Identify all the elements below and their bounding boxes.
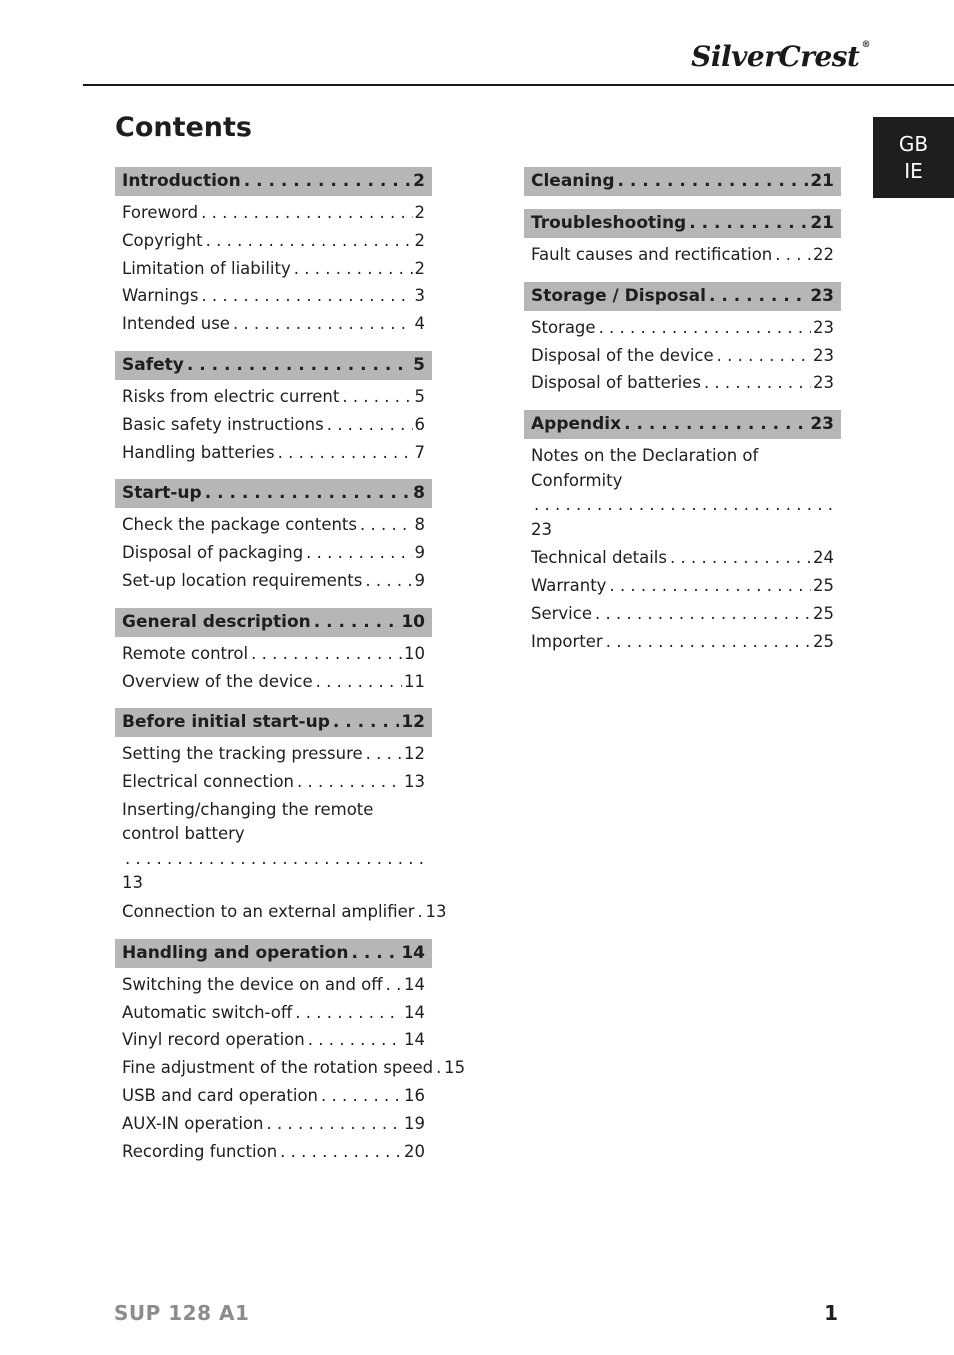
- section-title: General description: [122, 611, 311, 632]
- dot-leader: [314, 608, 400, 637]
- dot-leader: [233, 310, 413, 338]
- entry-page-number: 23: [813, 373, 834, 393]
- entry-title: Automatic switch-off: [122, 1002, 293, 1022]
- dot-leader: [251, 640, 402, 668]
- entry-title-continued: control battery: [122, 824, 245, 844]
- entry-page-number: 12: [404, 744, 425, 764]
- dot-leader: [321, 1082, 402, 1110]
- dot-leader: [294, 255, 413, 283]
- section-page-number: 10: [401, 611, 425, 632]
- toc-section: [524, 282, 841, 397]
- dot-leader: [278, 439, 413, 467]
- section-title: Appendix: [531, 414, 622, 435]
- entry-page-number: 23: [813, 317, 834, 337]
- toc-entry[interactable]: [115, 768, 432, 796]
- entry-page-number: 23: [813, 345, 834, 365]
- toc-entry[interactable]: [524, 314, 841, 342]
- dot-leader: [201, 282, 412, 310]
- section-heading[interactable]: [115, 608, 432, 637]
- dot-leader: [670, 544, 811, 572]
- section-heading[interactable]: [115, 351, 432, 380]
- dot-leader: [624, 410, 808, 439]
- entry-title: Remote control: [122, 643, 249, 663]
- entry-page-number: 4: [414, 314, 425, 334]
- toc-entry[interactable]: [115, 539, 432, 567]
- entry-title: Notes on the Declaration of: [531, 446, 759, 466]
- section-title: Introduction: [122, 171, 241, 191]
- entry-page-number: 11: [404, 671, 425, 691]
- entry-title: Switching the device on and off: [122, 974, 383, 994]
- dot-leader: [606, 628, 811, 656]
- entry-title: Fine adjustment of the rotation speed: [122, 1058, 434, 1078]
- entry-page-number: 14: [404, 1002, 425, 1022]
- toc-entry[interactable]: [115, 1082, 432, 1110]
- language-tab: [873, 117, 954, 198]
- entry-title: Connection to an external amplifier: [122, 901, 415, 921]
- toc-entry[interactable]: [115, 796, 432, 898]
- section-heading[interactable]: [524, 167, 841, 196]
- toc-entry[interactable]: [115, 1110, 432, 1138]
- language-code-gb: GB: [898, 132, 929, 156]
- toc-entry[interactable]: [115, 668, 432, 696]
- toc-entry[interactable]: [115, 740, 432, 768]
- entry-title: Check the package contents: [122, 515, 357, 535]
- toc-section: [524, 167, 841, 196]
- entry-page-number: 23: [531, 519, 552, 539]
- toc-entry[interactable]: [115, 898, 447, 926]
- toc-entry[interactable]: [115, 971, 432, 999]
- section-heading[interactable]: [524, 410, 841, 439]
- section-heading[interactable]: [115, 167, 432, 196]
- entry-title: Setting the tracking pressure: [122, 744, 363, 764]
- dot-leader: [327, 411, 413, 439]
- section-page-number: 21: [810, 171, 834, 191]
- toc-section: [115, 708, 447, 925]
- entry-page-number: 13: [425, 901, 447, 921]
- brand-name: SilverCrest: [691, 40, 860, 73]
- toc-entry-list: [115, 968, 466, 1166]
- toc-entry-list: [115, 196, 432, 338]
- entry-title: Handling batteries: [122, 442, 275, 462]
- toc-entry-list: [115, 380, 432, 466]
- entry-page-number: 9: [414, 570, 425, 590]
- dot-leader: [418, 898, 424, 926]
- toc-entry[interactable]: [115, 1026, 432, 1054]
- dot-leader: [366, 740, 402, 768]
- toc-entry[interactable]: [524, 572, 841, 600]
- toc-column-right: [524, 167, 841, 668]
- toc-entry[interactable]: [115, 1138, 432, 1166]
- language-code-ie: IE: [904, 159, 923, 183]
- entry-page-number: 2: [414, 230, 425, 250]
- entry-title: Intended use: [122, 314, 230, 334]
- toc-entry[interactable]: [115, 227, 432, 255]
- entry-page-number: 20: [404, 1141, 425, 1161]
- section-page-number: 8: [413, 483, 425, 504]
- dot-leader: [244, 167, 411, 196]
- entry-title: Basic safety instructions: [122, 414, 324, 434]
- entry-title: AUX-IN operation: [122, 1113, 264, 1133]
- dot-leader: [205, 479, 411, 508]
- section-heading[interactable]: [115, 939, 432, 968]
- dot-leader: [775, 241, 811, 269]
- dot-leader: [704, 369, 811, 397]
- entry-title: Vinyl record operation: [122, 1030, 305, 1050]
- toc-entry[interactable]: [115, 310, 432, 338]
- entry-title: Electrical connection: [122, 772, 294, 792]
- toc-section: [115, 479, 432, 594]
- toc-section: [524, 209, 841, 269]
- section-title: Safety: [122, 354, 184, 375]
- entry-title: Overview of the device: [122, 671, 313, 691]
- toc-entry[interactable]: [115, 999, 432, 1027]
- section-page-number: 5: [413, 354, 425, 375]
- entry-title: Service: [531, 603, 592, 623]
- toc-entry[interactable]: [524, 241, 841, 269]
- entry-title: Storage: [531, 317, 596, 337]
- dot-leader: [316, 668, 402, 696]
- entry-page-number: 14: [404, 974, 425, 994]
- toc-entry[interactable]: [115, 282, 432, 310]
- section-page-number: 14: [401, 942, 425, 963]
- dot-leader: [306, 539, 412, 567]
- toc-entry-list: [115, 637, 432, 696]
- dot-leader: [342, 383, 412, 411]
- dot-leader: [689, 209, 808, 238]
- toc-entry[interactable]: [115, 411, 432, 439]
- toc-entry[interactable]: [115, 640, 432, 668]
- toc-entry[interactable]: [115, 255, 432, 283]
- footer-page-number: 1: [824, 1301, 838, 1325]
- entry-page-number: 14: [404, 1030, 425, 1050]
- toc-entry[interactable]: [524, 628, 841, 656]
- toc-entry[interactable]: [115, 199, 432, 227]
- toc-section: [115, 351, 432, 466]
- entry-page-number: 25: [813, 575, 834, 595]
- toc-section: [524, 410, 841, 655]
- entry-title: Foreword: [122, 203, 199, 222]
- entry-title: Recording function: [122, 1141, 278, 1161]
- toc-entry[interactable]: [115, 1054, 466, 1082]
- toc-section: [115, 167, 432, 338]
- entry-page-number: 2: [414, 203, 425, 222]
- entry-page-number: 8: [414, 515, 425, 535]
- entry-title: Warnings: [122, 286, 199, 306]
- dot-leader: [709, 282, 808, 311]
- section-heading[interactable]: [524, 282, 841, 311]
- dot-leader: [365, 567, 412, 595]
- dot-leader: [295, 999, 402, 1027]
- dot-leader: [609, 572, 811, 600]
- dot-leader: [351, 939, 399, 968]
- entry-page-number: 25: [813, 603, 834, 623]
- section-title: Cleaning: [531, 171, 615, 191]
- entry-title: Limitation of liability: [122, 258, 291, 278]
- entry-title: Warranty: [531, 575, 607, 595]
- toc-entry[interactable]: [524, 544, 841, 572]
- toc-entry[interactable]: [115, 383, 432, 411]
- dot-leader: [717, 342, 811, 370]
- toc-section: [115, 608, 432, 696]
- entry-page-number: 5: [414, 386, 425, 406]
- dot-leader: [297, 768, 402, 796]
- section-heading[interactable]: [115, 479, 432, 508]
- toc-entry[interactable]: [524, 369, 841, 397]
- registered-mark: ®: [861, 40, 870, 50]
- entry-title: USB and card operation: [122, 1085, 319, 1105]
- section-page-number: 2: [413, 171, 425, 191]
- toc-entry[interactable]: [524, 442, 841, 544]
- toc-entry[interactable]: [524, 342, 841, 370]
- entry-page-number: 16: [404, 1085, 425, 1105]
- entry-page-number: 13: [122, 873, 143, 893]
- footer-model: SUP 128 A1: [114, 1301, 250, 1325]
- toc-entry[interactable]: [115, 511, 432, 539]
- section-heading[interactable]: [524, 209, 841, 238]
- dot-leader: [534, 493, 832, 518]
- section-title: Storage / Disposal: [531, 285, 706, 306]
- entry-page-number: 7: [414, 442, 425, 462]
- toc-entry[interactable]: [115, 567, 432, 595]
- toc-column-left: [115, 167, 466, 1178]
- entry-title: Importer: [531, 631, 603, 651]
- section-title: Start-up: [122, 483, 202, 504]
- entry-title-continued: Conformity: [531, 470, 623, 490]
- entry-page-number: 13: [404, 772, 425, 792]
- entry-page-number: 19: [404, 1113, 425, 1133]
- section-title: Handling and operation: [122, 942, 349, 963]
- dot-leader: [187, 351, 411, 380]
- toc-entry-list: [115, 508, 432, 594]
- toc-entry-list: [524, 439, 841, 655]
- entry-title: Risks from electric current: [122, 386, 340, 406]
- dot-leader: [595, 600, 811, 628]
- dot-leader: [266, 1110, 402, 1138]
- toc-entry-list: [115, 737, 447, 925]
- entry-title: Disposal of packaging: [122, 543, 304, 563]
- entry-page-number: 24: [813, 548, 834, 568]
- entry-title: Set-up location requirements: [122, 570, 363, 590]
- dot-leader: [308, 1026, 402, 1054]
- section-title: Before initial start-up: [122, 712, 330, 733]
- dot-leader: [360, 511, 413, 539]
- entry-title: Technical details: [531, 548, 667, 568]
- entry-page-number: 9: [414, 543, 425, 563]
- dot-leader: [206, 227, 413, 255]
- entry-title: Fault causes and rectification: [531, 245, 773, 264]
- entry-title: Copyright: [122, 230, 203, 250]
- entry-title: Inserting/changing the remote: [122, 799, 374, 819]
- entry-page-number: 2: [414, 258, 425, 278]
- entry-page-number: 6: [414, 414, 425, 434]
- entry-page-number: 3: [414, 286, 425, 306]
- toc-entry-list: [524, 238, 841, 269]
- page-title: Contents: [115, 112, 253, 143]
- dot-leader: [125, 847, 423, 872]
- dot-leader: [386, 971, 402, 999]
- dot-leader: [599, 314, 811, 342]
- entry-page-number: 25: [813, 631, 834, 651]
- brand-logo: [691, 40, 870, 73]
- header-rule: [83, 84, 954, 86]
- entry-title: Disposal of the device: [531, 345, 714, 365]
- section-page-number: 23: [810, 285, 834, 306]
- section-heading[interactable]: [115, 708, 432, 737]
- entry-page-number: 10: [404, 643, 425, 663]
- entry-title: Disposal of batteries: [531, 373, 701, 393]
- section-page-number: 21: [810, 213, 834, 233]
- section-page-number: 23: [810, 414, 834, 435]
- toc-entry[interactable]: [115, 439, 432, 467]
- entry-page-number: 15: [444, 1058, 466, 1078]
- dot-leader: [618, 167, 809, 196]
- toc-entry[interactable]: [524, 600, 841, 628]
- dot-leader: [436, 1054, 442, 1082]
- dot-leader: [280, 1138, 402, 1166]
- entry-page-number: 22: [813, 245, 834, 264]
- section-page-number: 12: [401, 712, 425, 733]
- section-title: Troubleshooting: [531, 213, 687, 233]
- dot-leader: [333, 708, 399, 737]
- toc-entry-list: [524, 311, 841, 397]
- dot-leader: [201, 199, 412, 227]
- toc-section: [115, 939, 466, 1166]
